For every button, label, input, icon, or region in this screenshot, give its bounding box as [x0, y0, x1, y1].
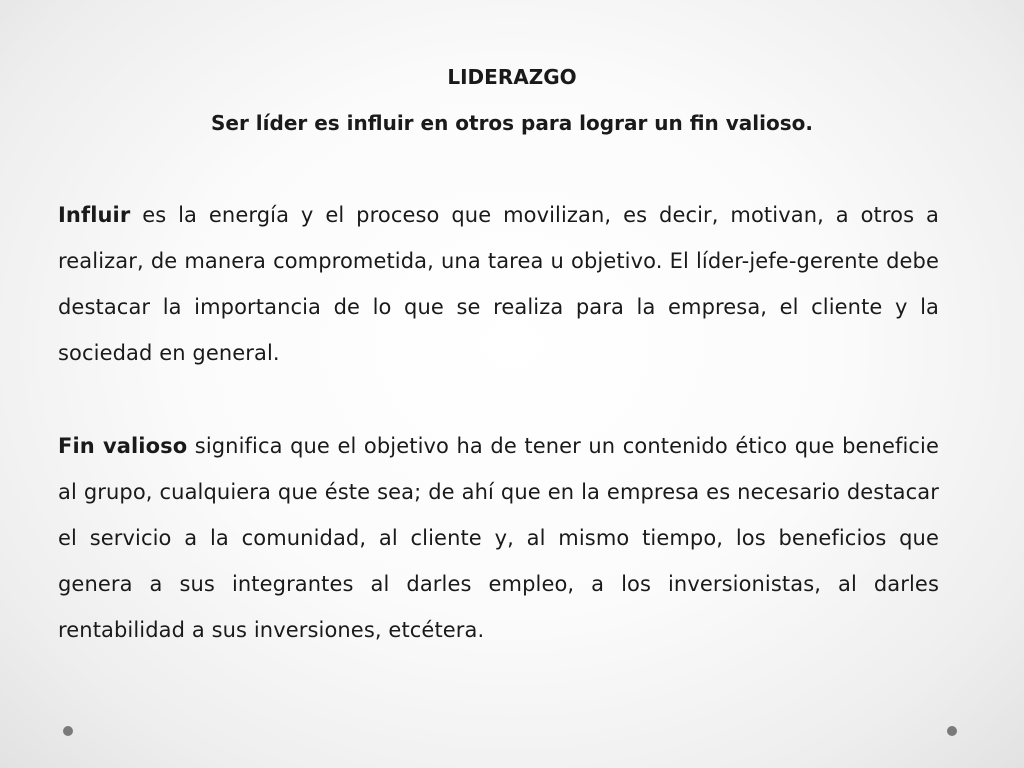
paragraph-fin-valioso: [58, 423, 939, 653]
paragraph-term: Influir: [58, 203, 131, 227]
paragraph-text: significa que el objetivo ha de tener un contenido ético que beneficie al grupo, cualquiera que éste sea; de ahí que en la empresa es necesario destacar el servicio a la comunidad, al cliente y, al mismo tiempo, los beneficios que genera a sus integrantes al darles empleo, a los inversionistas, al darles rentabilidad a sus inversiones, etcétera.: [58, 434, 940, 642]
decorative-dot-left: [63, 726, 73, 736]
paragraph-influir: [58, 192, 939, 376]
decorative-dot-right: [947, 726, 957, 736]
paragraph-term: Fin valioso: [58, 434, 188, 458]
slide-subtitle: Ser líder es influir en otros para lograr un fin valioso.: [211, 111, 813, 135]
paragraph-text: es la energía y el proceso que movilizan, es decir, motivan, a otros a realizar, de manera comprometida, una tarea u objetivo. El líder-jefe-gerente debe destacar la importancia de lo que se realiza para la empresa, el cliente y la sociedad en general.: [58, 203, 939, 365]
slide-title: LIDERAZGO: [447, 65, 577, 89]
